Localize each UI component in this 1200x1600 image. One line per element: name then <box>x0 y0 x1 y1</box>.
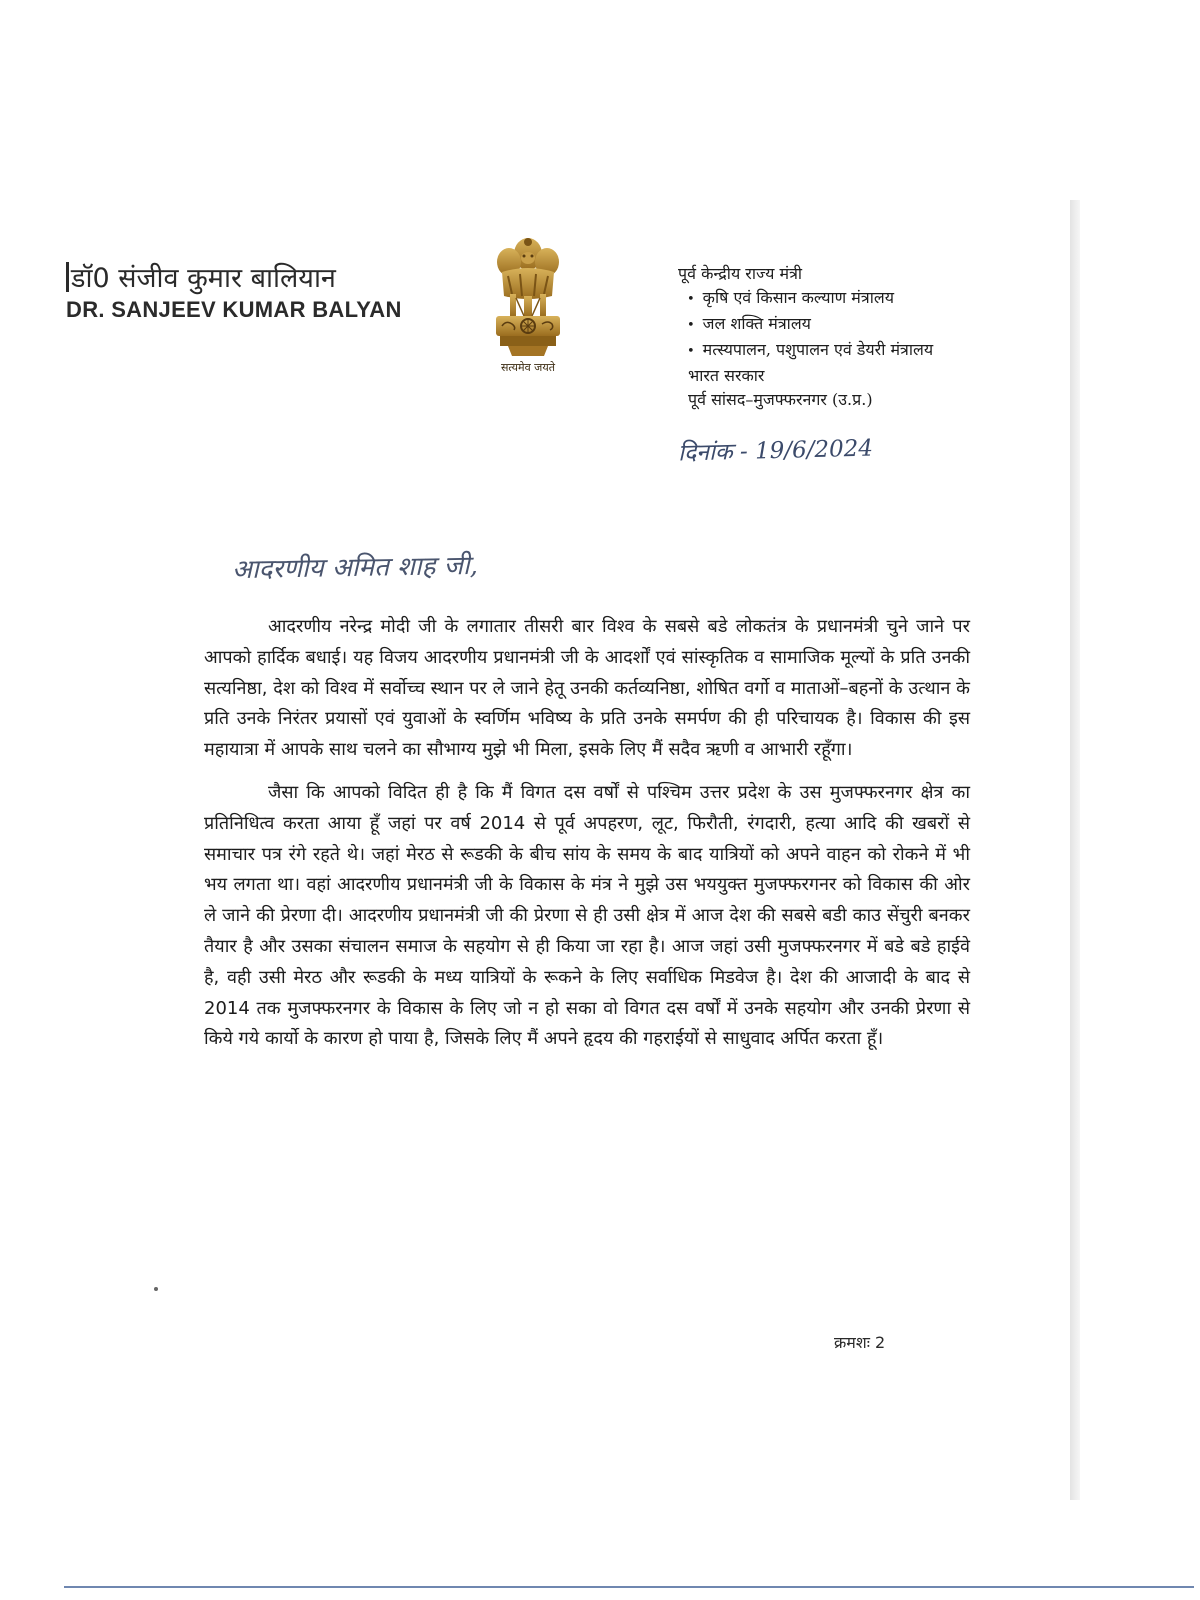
designation: पूर्व केन्द्रीय राज्य मंत्री <box>678 264 803 283</box>
letterhead-bar <box>66 262 69 292</box>
ministry-item: • कृषि एवं किसान कल्याण मंत्रालय <box>678 286 933 312</box>
continuation-note: क्रमशः 2 <box>834 1333 886 1352</box>
national-emblem-icon <box>478 232 578 380</box>
sender-name-english: DR. SANJEEV KUMAR BALYAN <box>66 297 402 322</box>
footer-rule <box>64 1586 1194 1588</box>
salutation: आदरणीय अमित शाह जी, <box>231 550 479 586</box>
page-edge-shadow <box>1070 200 1080 1500</box>
ministry-item: • जल शक्ति मंत्रालय <box>678 312 933 338</box>
stray-mark <box>154 1287 158 1291</box>
letter-date: दिनांक - 19/6/2024 <box>677 435 874 467</box>
sender-name-hindi-text: डॉ0 संजीव कुमार बालियान <box>71 263 336 294</box>
letter-body <box>204 612 970 1067</box>
former-mp: पूर्व सांसद–मुजफ्फरनगर (उ.प्र.) <box>688 390 873 409</box>
emblem-motto: सत्यमेव जयते <box>500 361 555 374</box>
government: भारत सरकार <box>688 366 765 385</box>
sender-name-hindi <box>66 258 336 295</box>
body-paragraph: आदरणीय नरेन्द्र मोदी जी के लगातार तीसरी बार विश्व के सबसे बडे लोकतंत्र के प्रधानमंत्री चुने जाने पर आपको हार्दिक बधाई। यह विजय आदरणीय प्रधानमंत्री जी के आदर्शों एवं सांस्कृतिक व सामाजिक मूल्यों के प्रति उनकी सत्यनिष्ठा, देश को विश्व में सर्वोच्च स्थान पर ले जाने हेतू उनकी कर्तव्यनिष्ठा, शोषित वर्गो व माताओं–बहनों के उत्थान के प्रति उनके निरंतर प्रयासों एवं युवाओं के स्वर्णिम भविष्य के प्रति उनके समर्पण की ही परिचायक है। विकास की इस महायात्रा में आपके साथ चलने का सौभाग्य मुझे भी मिला, इसके लिए मैं सदैव ऋणी व आभारी रहूँगा। <box>204 616 970 761</box>
ministry-item: • मत्स्यपालन, पशुपालन एवं डेयरी मंत्रालय <box>678 338 933 364</box>
body-paragraph: जैसा कि आपको विदित ही है कि मैं विगत दस वर्षों से पश्चिम उत्तर प्रदेश के उस मुजफ्फरनगर क्षेत्र का प्रतिनिधित्व करता आया हूँ जहां पर वर्ष 2014 से पूर्व अपहरण, लूट, फिरौती, रंगदारी, हत्या आदि की खबरों से समाचार पत्र रंगे रहते थे। जहां मेरठ से रूडकी के बीच सांय के समय के बाद यात्रियों को अपने वाहन को रोकने में भी भय लगता था। वहां आदरणीय प्रधानमंत्री जी के विकास के मंत्र ने मुझे उस भययुक्त मुजफ्फरगनर को विकास की ओर ले जाने की प्रेरणा दी। आदरणीय प्रधानमंत्री जी की प्रेरणा से ही उसी क्षेत्र में आज देश की सबसे बडी काउ सेंचुरी बनकर तैयार है और उसका संचालन समाज के सहयोग से ही किया जा रहा है। आज जहां उसी मुजफ्फरनगर में बडे बडे हाईवे है, वही उसी मेरठ और रूडकी के मध्य यात्रियों के रूकने के लिए सर्वाधिक मिडवेज है। देश की आजादी के बाद से 2014 तक मुजफ्फरनगर के विकास के लिए जो न हो सका वो विगत दस वर्षों में उनके सहयोग और उनकी प्रेरणा से किये गये कार्यो के कारण हो पाया है, जिसके लिए मैं अपने हृदय की गहराईयों से साधुवाद अर्पित करता हूँ। <box>204 781 970 1050</box>
designation-block <box>678 262 933 412</box>
